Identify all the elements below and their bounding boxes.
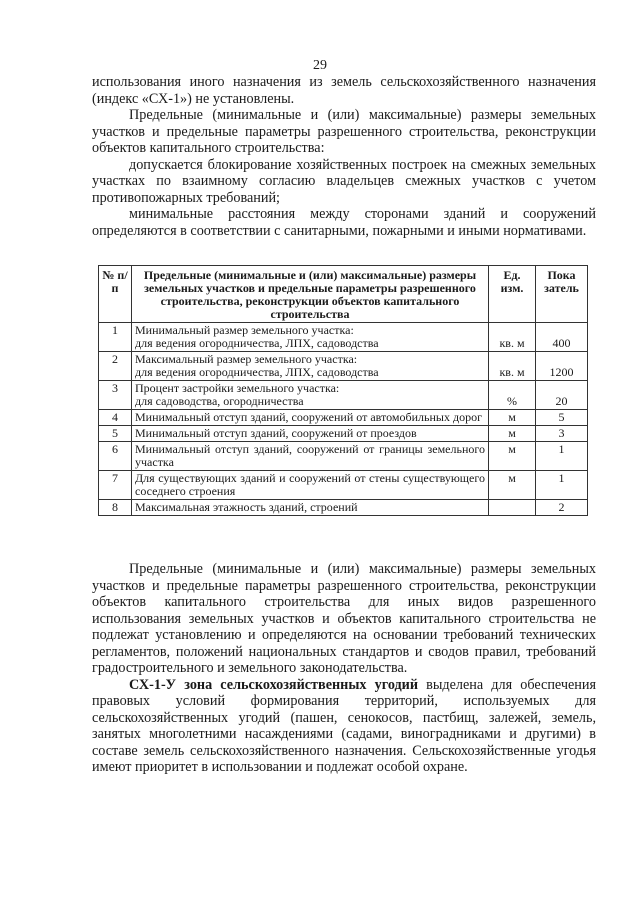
- row-description: Минимальный отступ зданий, сооружений от проездов: [132, 426, 489, 442]
- row-value: 2: [536, 500, 588, 516]
- row-num: 1: [99, 323, 132, 352]
- row-description: [132, 381, 489, 410]
- row-value: 400: [536, 323, 588, 352]
- header-num: № п/п: [99, 266, 132, 323]
- page-number: 29: [313, 58, 327, 73]
- table-row: [99, 426, 588, 442]
- row-line: для ведения огородничества, ЛПХ, садоводства: [135, 365, 379, 379]
- row-line: Максимальный размер земельного участка:: [135, 352, 358, 366]
- paragraph-distances: минимальные расстояния между сторонами зданий и сооружений определяются в соответствии с санитарными, пожарными и иными нормативами.: [92, 206, 596, 239]
- table-row: [99, 410, 588, 426]
- row-line: Минимальный размер земельного участка:: [135, 323, 354, 337]
- paragraph-limits-intro: Предельные (минимальные и (или) максимальные) размеры земельных участков и предельные параметры разрешенного строительства, реконструкции объектов капитального строительства:: [92, 107, 596, 156]
- table-row: [99, 471, 588, 500]
- row-unit: м: [489, 471, 536, 500]
- row-unit: %: [489, 381, 536, 410]
- row-description: Максимальная этажность зданий, строений: [132, 500, 489, 516]
- row-num: 8: [99, 500, 132, 516]
- row-description: Для существующих зданий и сооружений от стены существующего соседнего строения: [132, 471, 489, 500]
- table-row: [99, 352, 588, 381]
- row-line: для ведения огородничества, ЛПХ, садоводства: [135, 336, 379, 350]
- parameters-table: [98, 265, 588, 516]
- table-header-row: [99, 266, 588, 323]
- paragraph-continuation: использования иного назначения из земель сельскохозяйственного назначения (индекс «СХ-1») не установлены.: [92, 74, 596, 107]
- row-num: 5: [99, 426, 132, 442]
- zone-text: выделена для обеспечения правовых условий формирования территорий, используемых для сельскохозяйственных угодий (пашен, сенокосов, пастбищ, залежей, земель, занятых многолетними насаждениями (садами, виноградниками и другими) в составе земель сельскохозяйственного назначения. Сельскохозяйственные угодья имеют приоритет в использовании и подлежат особой охране.: [92, 676, 596, 775]
- paragraph-zone-description: [92, 677, 596, 776]
- row-unit: м: [489, 410, 536, 426]
- header-unit: Ед. изм.: [489, 266, 536, 323]
- table-row: [99, 323, 588, 352]
- row-unit: м: [489, 426, 536, 442]
- row-value: 20: [536, 381, 588, 410]
- table-row: [99, 500, 588, 516]
- closing-text: [92, 561, 596, 776]
- table-row: [99, 381, 588, 410]
- row-unit: [489, 500, 536, 516]
- row-unit: кв. м: [489, 323, 536, 352]
- row-num: 2: [99, 352, 132, 381]
- row-unit: м: [489, 442, 536, 471]
- row-description: Минимальный отступ зданий, сооружений от границы земельного участка: [132, 442, 489, 471]
- row-num: 3: [99, 381, 132, 410]
- row-value: 1: [536, 471, 588, 500]
- header-description: Предельные (минимальные и (или) максимальные) размеры земельных участков и предельные параметры разрешенного строительства, реконструкции объектов капитального строительства: [132, 266, 489, 323]
- paragraph-blocking: допускается блокирование хозяйственных построек на смежных земельных участках по взаимному согласию владельцев смежных участков с учетом противопожарных требований;: [92, 156, 596, 206]
- row-num: 6: [99, 442, 132, 471]
- row-description: [132, 352, 489, 381]
- row-value: 1200: [536, 352, 588, 381]
- row-line: Процент застройки земельного участка:: [135, 381, 340, 395]
- row-value: 3: [536, 426, 588, 442]
- zone-heading: СХ-1-У зона сельскохозяйственных угодий: [129, 676, 419, 693]
- row-num: 4: [99, 410, 132, 426]
- row-value: 5: [536, 410, 588, 426]
- header-value: Пока затель: [536, 266, 588, 323]
- paragraph-other-uses: Предельные (минимальные и (или) максимальные) размеры земельных участков и предельные параметры разрешенного строительства, реконструкции объектов капитального строительства для иных видов разрешенного использования земельных участков и объектов капитального строительства не подлежат установлению и определяются на основании требований технических регламентов, положений национальных стандартов и сводов правил, требований градостроительного и земельного законодательства.: [92, 561, 596, 676]
- row-num: 7: [99, 471, 132, 500]
- row-description: Минимальный отступ зданий, сооружений от автомобильных дорог: [132, 410, 489, 426]
- intro-text: [92, 74, 596, 239]
- row-description: [132, 323, 489, 352]
- table-row: [99, 442, 588, 471]
- row-unit: кв. м: [489, 352, 536, 381]
- row-value: 1: [536, 442, 588, 471]
- row-line: для садоводства, огородничества: [135, 394, 304, 408]
